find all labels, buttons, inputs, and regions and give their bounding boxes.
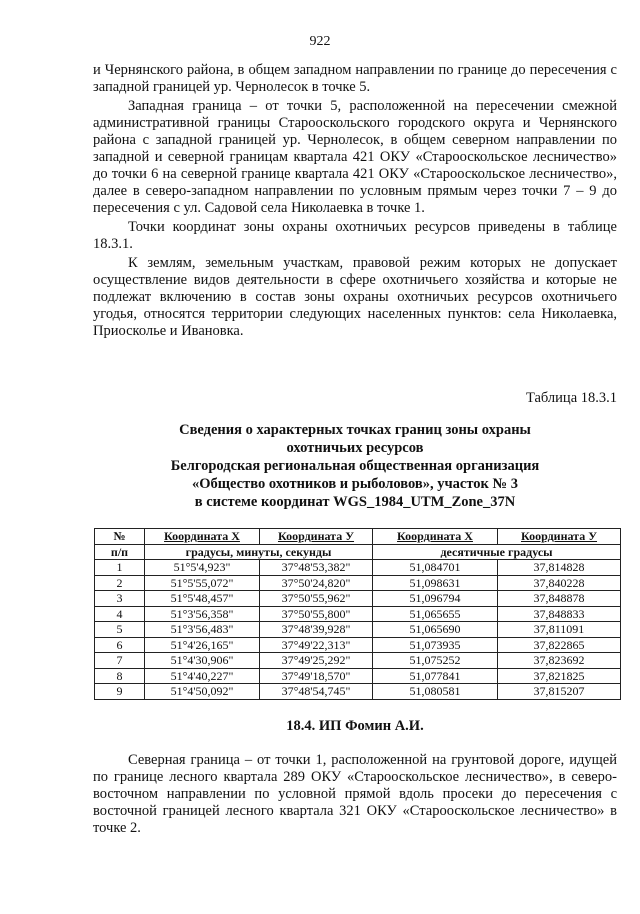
cell-y-dms: 37°50'24,820" — [260, 575, 373, 591]
cell-num: 1 — [95, 560, 145, 576]
header-coord-y-dms: Координата У — [260, 529, 373, 545]
table-caption: Таблица 18.3.1 — [525, 390, 617, 406]
cell-x-dec: 51,073935 — [373, 637, 498, 653]
table-title-line: Сведения о характерных точках границ зоны охраны — [179, 422, 531, 438]
cell-y-dec: 37,840228 — [498, 575, 621, 591]
coordinates-table — [94, 528, 621, 700]
table-header-row — [95, 529, 621, 545]
cell-x-dms: 51°4'30,906" — [145, 653, 260, 669]
paragraph-western-border: Западная граница – от точки 5, расположенной на пересечении смежной административной границы Старооскольского городского округа и Чернянского района с западной границей ур. Чернолесок, в общем северном направлении по западной и северной границам квартала 421 ОКУ «Старооскольское лесничество» до точки 6 на северной границе квартала 421 ОКУ «Старооскольское лесничество», далее в северо-западном направлении по условным прямым через точки 7 – 9 до пересечения с ул. Садовой села Николаевка в точке 1. — [93, 98, 617, 216]
paragraph-continuation: и Чернянского района, в общем западном направлении по границе до пересечения с западной границей ур. Чернолесок в точке 5. — [93, 62, 617, 95]
cell-y-dms: 37°50'55,962" — [260, 591, 373, 607]
cell-y-dec: 37,822865 — [498, 637, 621, 653]
header-coord-x-dms: Координата X — [145, 529, 260, 545]
cell-x-dec: 51,096794 — [373, 591, 498, 607]
cell-y-dms: 37°48'39,928" — [260, 622, 373, 638]
table-subheader-row — [95, 544, 621, 560]
cell-x-dec: 51,065655 — [373, 606, 498, 622]
cell-y-dec: 37,848878 — [498, 591, 621, 607]
page-number: 922 — [309, 34, 331, 49]
cell-y-dms: 37°49'22,313" — [260, 637, 373, 653]
cell-y-dec: 37,823692 — [498, 653, 621, 669]
cell-x-dec: 51,084701 — [373, 560, 498, 576]
cell-y-dms: 37°49'25,292" — [260, 653, 373, 669]
paragraph-points-reference: Точки координат зоны охраны охотничьих ресурсов приведены в таблице 18.3.1. — [93, 219, 617, 252]
paragraph-excluded-lands: К землям, земельным участкам, правовой режим которых не допускает осуществление видов деятельности в сфере охотничьего хозяйства и которые не подлежат включению в состав зоны охраны охотничьих ресурсов охотничьего угодья, относятся территории следующих населенных пунктов: села Николаевка, Приосколье и Ивановка. — [93, 255, 617, 339]
table-title-line: охотничьих ресурсов — [286, 440, 424, 456]
cell-x-dec: 51,077841 — [373, 668, 498, 684]
header-num-sub: п/п — [95, 544, 145, 560]
table-title-line: Белгородская региональная общественная организация — [170, 458, 540, 474]
cell-y-dec: 37,811091 — [498, 622, 621, 638]
table-row — [95, 591, 621, 607]
header-coord-x-dec: Координата X — [373, 529, 498, 545]
table-row — [95, 560, 621, 576]
cell-x-dms: 51°4'40,227" — [145, 668, 260, 684]
cell-y-dec: 37,821825 — [498, 668, 621, 684]
cell-y-dms: 37°49'18,570" — [260, 668, 373, 684]
cell-x-dms: 51°5'55,072" — [145, 575, 260, 591]
table-row — [95, 575, 621, 591]
table-row — [95, 668, 621, 684]
cell-y-dec: 37,848833 — [498, 606, 621, 622]
cell-x-dec: 51,075252 — [373, 653, 498, 669]
cell-y-dec: 37,815207 — [498, 684, 621, 700]
header-num: № — [95, 529, 145, 545]
body-text-top — [93, 62, 617, 340]
header-coord-y-dec: Координата У — [498, 529, 621, 545]
table-row — [95, 606, 621, 622]
cell-x-dms: 51°4'26,165" — [145, 637, 260, 653]
table-row — [95, 653, 621, 669]
section-heading: 18.4. ИП Фомин А.И. — [286, 718, 424, 734]
cell-x-dec: 51,065690 — [373, 622, 498, 638]
table-row — [95, 637, 621, 653]
cell-x-dms: 51°3'56,358" — [145, 606, 260, 622]
cell-num: 7 — [95, 653, 145, 669]
cell-num: 3 — [95, 591, 145, 607]
table-title-line: «Общество охотников и рыболовов», участок № 3 — [192, 476, 518, 492]
cell-num: 9 — [95, 684, 145, 700]
cell-y-dms: 37°48'54,745" — [260, 684, 373, 700]
cell-x-dms: 51°3'56,483" — [145, 622, 260, 638]
cell-y-dms: 37°48'53,382" — [260, 560, 373, 576]
table-row — [95, 684, 621, 700]
cell-x-dms: 51°5'4,923" — [145, 560, 260, 576]
cell-x-dec: 51,098631 — [373, 575, 498, 591]
cell-num: 6 — [95, 637, 145, 653]
body-text-bottom — [93, 752, 617, 837]
cell-x-dms: 51°4'50,092" — [145, 684, 260, 700]
table-row — [95, 622, 621, 638]
cell-x-dms: 51°5'48,457" — [145, 591, 260, 607]
cell-y-dms: 37°50'55,800" — [260, 606, 373, 622]
cell-num: 8 — [95, 668, 145, 684]
paragraph-northern-border: Северная граница – от точки 1, расположенной на грунтовой дороге, идущей по границе лесного квартала 289 ОКУ «Старооскольское лесничество», в северо-восточном направлении по условной прямой вдоль просеки до пересечения с восточной границей лесного квартала 321 ОКУ «Старооскольское лесничество» в точке 2. — [93, 752, 617, 836]
cell-num: 5 — [95, 622, 145, 638]
cell-num: 2 — [95, 575, 145, 591]
cell-x-dec: 51,080581 — [373, 684, 498, 700]
cell-y-dec: 37,814828 — [498, 560, 621, 576]
header-dms-label: градусы, минуты, секунды — [145, 544, 373, 560]
header-dec-label: десятичные градусы — [373, 544, 621, 560]
table-title — [0, 421, 640, 511]
cell-num: 4 — [95, 606, 145, 622]
table-title-line: в системе координат WGS_1984_UTM_Zone_37N — [194, 494, 516, 510]
